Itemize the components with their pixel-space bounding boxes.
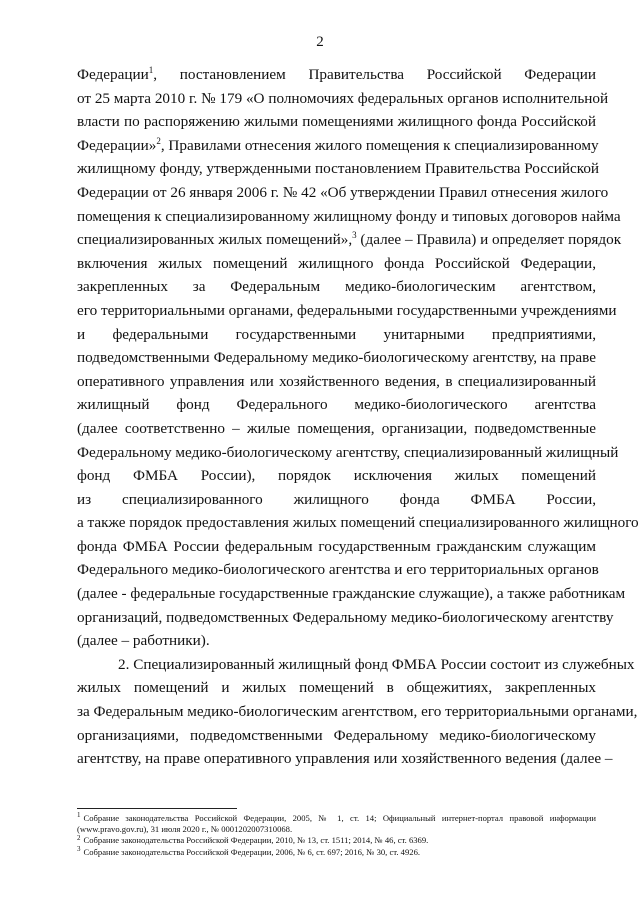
body-line: Федерации от 26 января 2006 г. № 42 «Об утверждении Правил отнесения жилого — [77, 183, 609, 201]
body-line: подведомственными Федеральному медико-биологическому агентству, на праве — [77, 349, 596, 367]
footnote-separator — [77, 808, 237, 809]
footnote-ref: 1 — [148, 64, 154, 75]
body-line-text: , постановлением Правительства Российской Федерации — [153, 66, 596, 83]
body-line — [77, 63, 596, 87]
body-line-text: Федерации — [77, 66, 149, 83]
body-line: организациями, подведомственными Федеральному медико-биологическому — [77, 726, 596, 744]
body-line: и федеральными государственными унитарными предприятиями, — [77, 325, 596, 343]
footnote-line — [77, 844, 596, 858]
page-number: 2 — [316, 34, 324, 50]
body-line: жилых помещений и жилых помещений в общежитиях, закрепленных — [77, 679, 596, 697]
body-line: власти по распоряжению жилыми помещениями жилищного фонда Российской — [77, 113, 596, 131]
footnote-text: Собрание законодательства Российской Федерации, 2006, № 6, ст. 697; 2016, № 30, ст. 4926. — [83, 846, 421, 857]
body-line: а также порядок предоставления жилых помещений специализированного жилищного — [77, 514, 639, 532]
body-line: жилищному фонду, утвержденными постановлением Правительства Российской — [77, 160, 600, 178]
footnote — [77, 844, 596, 858]
body-line: организаций, подведомственных Федеральному медико-биологическому агентству — [77, 608, 614, 626]
footnote — [77, 813, 596, 835]
body-line: Федеральному медико-биологическому агентству, специализированный жилищный — [77, 443, 619, 461]
footnote — [77, 835, 596, 846]
footnote-text: (www.pravo.gov.ru), 31 июля 2020 г., № 0001202007310068. — [77, 824, 293, 835]
footnote-number: 1 — [77, 811, 81, 820]
body-line: от 25 марта 2010 г. № 179 «О полномочиях федеральных органов исполнительной — [77, 89, 609, 107]
footnote-number: 3 — [77, 844, 81, 853]
body-line: (далее – работники). — [77, 632, 210, 650]
body-line: Федерального медико-биологического агентства и его территориальных органов — [77, 561, 599, 579]
footnote-line — [77, 835, 596, 846]
body-line — [77, 134, 599, 158]
body-line: из специализированного жилищного фонда ФМБА России, — [77, 490, 596, 508]
body-line: агентству, на праве оперативного управления или хозяйственного ведения (далее – — [77, 750, 613, 768]
body-line: (далее соответственно – жилые помещения, организации, подведомственные — [77, 419, 596, 437]
body-line: его территориальными органами, федеральными государственными учреждениями — [77, 301, 617, 319]
body-line: фонда ФМБА России федеральным государственным гражданским служащим — [77, 537, 596, 555]
body-line-text: Федерации» — [77, 136, 157, 154]
body-line-text: специализированных жилых помещений», — [77, 231, 353, 249]
footnote-number: 2 — [77, 833, 81, 842]
body-line-text: (далее – Правила) и определяет порядок — [356, 231, 622, 249]
body-line — [77, 228, 622, 252]
footnote-ref: 2 — [156, 135, 161, 146]
body-line: помещения к специализированному жилищному фонду и типовых договоров найма — [77, 207, 621, 225]
body-line: жилищный фонд Федерального медико-биологического агентства — [77, 396, 596, 414]
footnote-text: Собрание законодательства Российской Федерации, 2005, № 1, ст. 14; Официальный интернет-портал правовой информации — [83, 813, 596, 823]
body-line: включения жилых помещений жилищного фонда Российской Федерации, — [77, 254, 596, 272]
body-line-text: , Правилами отнесения жилого помещения к специализированному — [160, 136, 599, 154]
document-body — [77, 63, 639, 771]
body-line: 2. Специализированный жилищный фонд ФМБА России состоит из служебных — [118, 655, 635, 673]
footnotes — [77, 813, 596, 858]
body-line: (далее - федеральные государственные гражданские служащие), а также работникам — [77, 585, 626, 603]
footnote-line — [77, 813, 596, 824]
footnote-ref: 3 — [352, 230, 357, 241]
body-line: за Федеральным медико-биологическим агентством, его территориальными органами, — [77, 703, 638, 721]
body-line: закрепленных за Федеральным медико-биологическим агентством, — [77, 278, 596, 296]
footnote-text: Собрание законодательства Российской Федерации, 2010, № 13, ст. 1511; 2014, № 46, ст. 6369. — [83, 835, 429, 846]
body-line: фонд ФМБА России), порядок исключения жилых помещений — [77, 467, 596, 485]
footnote-line — [77, 824, 596, 835]
body-line: оперативного управления или хозяйственного ведения, в специализированный — [77, 372, 596, 390]
